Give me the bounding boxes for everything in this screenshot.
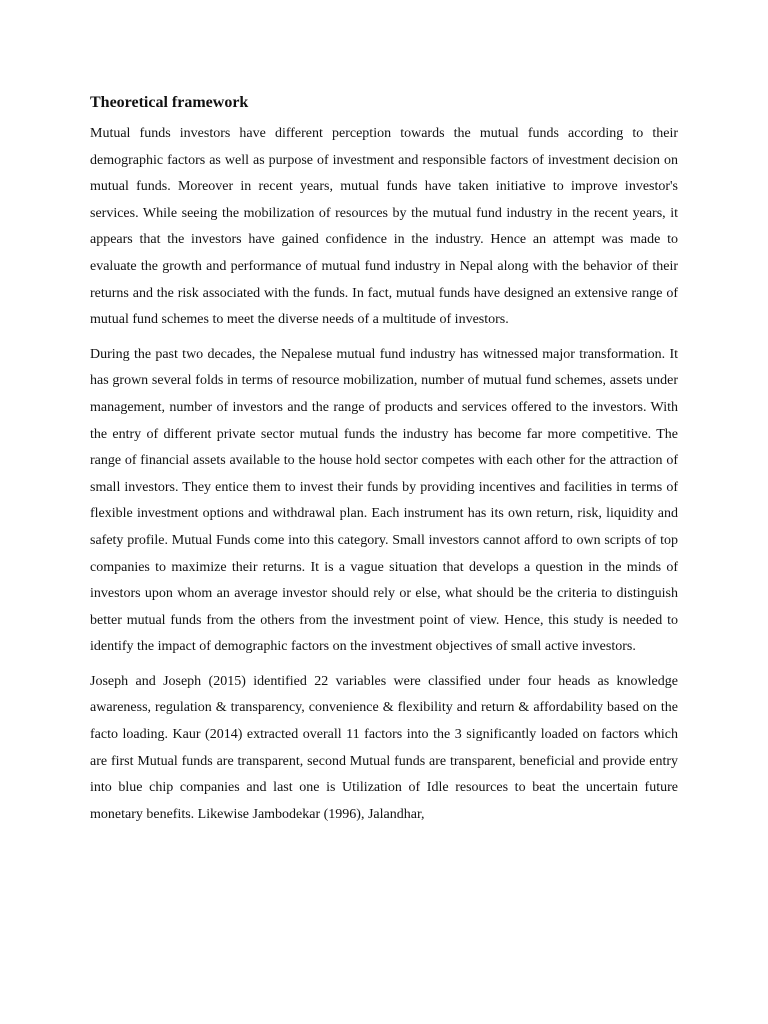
paragraph-1: Mutual funds investors have different perception towards the mutual funds according to their demographic factors as well as purpose of investment and responsible factors of investment decision on mutual funds. Moreover in recent years, mutual funds have taken initiative to improve investor's services. While seeing the mobilization of resources by the mutual fund industry in the recent years, it appears that the investors have gained confidence in the industry. Hence an attempt was made to evaluate the growth and performance of mutual fund industry in Nepal along with the behavior of their returns and the risk associated with the funds. In fact, mutual funds have designed an extensive range of mutual fund schemes to meet the diverse needs of a multitude of investors. xyxy=(90,126,678,328)
document-page xyxy=(90,92,678,829)
section-heading: Theoretical framework xyxy=(90,94,249,111)
paragraph-2: During the past two decades, the Nepalese mutual fund industry has witnessed major transformation. It has grown several folds in terms of resource mobilization, number of mutual fund schemes, assets under management, number of investors and the range of products and services offered to the investors. With the entry of different private sector mutual funds the industry has become far more competitive. The range of financial assets available to the house hold sector competes with each other for the attraction of small investors. They entice them to invest their funds by providing incentives and facilities in terms of flexible investment options and withdrawal plan. Each instrument has its own return, risk, liquidity and safety profile. Mutual Funds come into this category. Small investors cannot afford to own scripts of top companies to maximize their returns. It is a vague situation that develops a question in the minds of investors upon whom an average investor should rely or else, what should be the criteria to distinguish better mutual funds from the others from the investment point of view. Hence, this study is needed to identify the impact of demographic factors on the investment objectives of small active investors. xyxy=(90,346,678,655)
paragraph-3: Joseph and Joseph (2015) identified 22 variables were classified under four heads as knowledge awareness, regulation & transparency, convenience & flexibility and return & affordability based on the facto loading. Kaur (2014) extracted overall 11 factors into the 3 significantly loaded on factors which are first Mutual funds are transparent, second Mutual funds are transparent, beneficial and provide entry into blue chip companies and last one is Utilization of Idle resources to beat the uncertain future monetary benefits. Likewise Jambodekar (1996), Jalandhar, xyxy=(90,673,678,822)
